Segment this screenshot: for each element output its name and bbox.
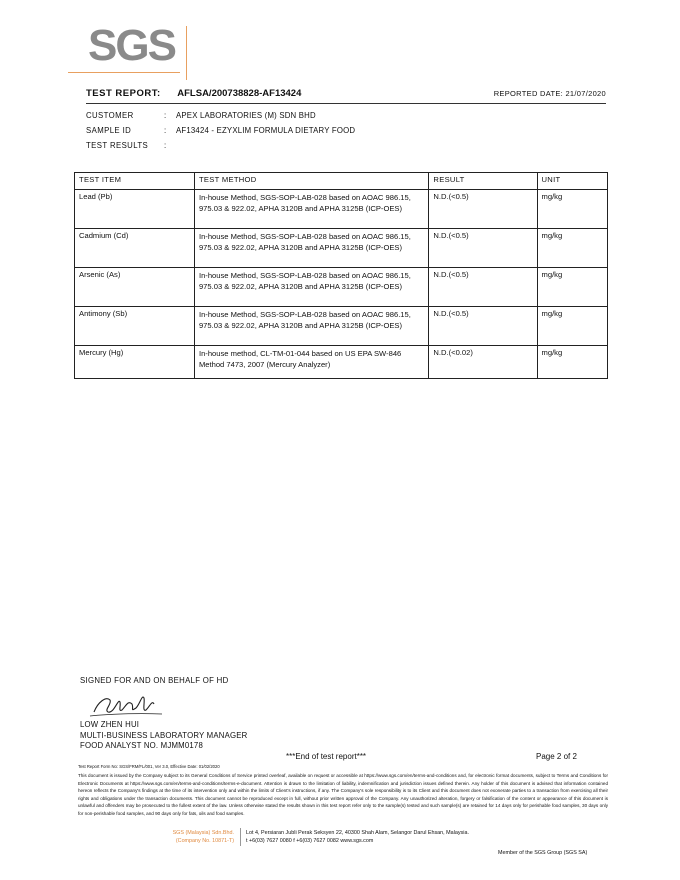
colon: :	[164, 141, 167, 150]
page-number: Page 2 of 2	[536, 752, 577, 761]
sample-label: SAMPLE ID	[86, 126, 132, 135]
test-item: Lead (Pb)	[75, 190, 195, 229]
address-line: Lot 4, Persiaran Jubli Perak Seksyen 22, 40300 Shah Alam, Selangor Darul Ehsan, Malaysia.	[246, 830, 469, 836]
member-note: Member of the SGS Group (SGS SA)	[498, 850, 588, 856]
table-header-row	[75, 173, 608, 190]
sgs-logo	[88, 21, 188, 82]
colon: :	[164, 126, 167, 135]
result: N.D.(<0.5)	[429, 190, 537, 229]
signer-title: MULTI-BUSINESS LABORATORY MANAGER	[80, 730, 248, 740]
company-name: SGS (Malaysia) Sdn.Bhd.	[172, 830, 234, 836]
test-method: In-house Method, SGS-SOP-LAB-028 based on AOAC 986.15, 975.03 & 922.02, APHA 3120B and APHA 3125B (ICP-OES)	[194, 307, 428, 346]
company-number: (Company No. 10871-T)	[175, 838, 234, 844]
sample-value: AF13424 - EZYXLIM FORMULA DIETARY FOOD	[176, 126, 356, 135]
signed-for-label: SIGNED FOR AND ON BEHALF OF HD	[80, 676, 229, 685]
results-label: TEST RESULTS	[86, 141, 149, 150]
colon: :	[164, 111, 167, 120]
test-item: Mercury (Hg)	[75, 346, 195, 379]
analyst-number: FOOD ANALYST NO. MJMM0178	[80, 741, 203, 750]
footer-separator	[240, 828, 241, 846]
results-row	[86, 141, 176, 150]
signature-image	[88, 686, 168, 722]
signer-name: LOW ZHEN HUI	[80, 720, 140, 729]
test-item: Arsenic (As)	[75, 268, 195, 307]
report-header	[86, 88, 606, 99]
address-block	[246, 829, 469, 845]
sample-row	[86, 126, 355, 135]
unit: mg/kg	[537, 190, 607, 229]
unit: mg/kg	[537, 307, 607, 346]
table-row	[75, 346, 608, 379]
test-method: In-house Method, SGS-SOP-LAB-028 based on AOAC 986.15, 975.03 & 922.02, APHA 3120B and APHA 3125B (ICP-OES)	[194, 268, 428, 307]
logo-line-vertical	[186, 26, 187, 80]
result: N.D.(<0.5)	[429, 268, 537, 307]
test-method: In-house method, CL-TM-01-044 based on US EPA SW-846 Method 7473, 2007 (Mercury Analyzer)	[194, 346, 428, 379]
logo-text: SGS	[88, 21, 175, 70]
result: N.D.(<0.5)	[429, 229, 537, 268]
header-result: RESULT	[429, 173, 537, 190]
result: N.D.(<0.02)	[429, 346, 537, 379]
test-method: In-house Method, SGS-SOP-LAB-028 based on AOAC 986.15, 975.03 & 922.02, APHA 3120B and APHA 3125B (ICP-OES)	[194, 229, 428, 268]
signer-block	[80, 720, 247, 752]
header-unit: UNIT	[537, 173, 607, 190]
header-test-method: TEST METHOD	[194, 173, 428, 190]
table-row	[75, 307, 608, 346]
test-method: In-house Method, SGS-SOP-LAB-028 based on AOAC 986.15, 975.03 & 922.02, APHA 3120B and APHA 3125B (ICP-OES)	[194, 190, 428, 229]
report-number: AFLSA/200738828-AF13424	[177, 88, 302, 99]
table-row	[75, 268, 608, 307]
customer-label: CUSTOMER	[86, 111, 134, 120]
header-test-item: TEST ITEM	[75, 173, 195, 190]
disclaimer-text: This document is issued by the Company subject to its General Conditions of Service printed overleaf, available on request or accessible at https://www.sgs.com/en/terms-and-conditions and, for electronic format documents, subject to Terms and Conditions for Electronic Documents at https://www.sgs.com/en/terms-and-conditions/terms-e-document. Attention is drawn to the limitation of liability, indemnification and jurisdiction issues defined therein. Any holder of this document is advised that information contained hereon reflects the Company's findings at the time of its intervention only and within the limits of Client's instructions, if any. The Company's sole responsibility is to its Client and this document does not exonerate parties to a transaction from exercising all their rights and obligations under the transaction documents. This document cannot be reproduced except in full, without prior written approval of the Company. Any unauthorized alteration, forgery or falsification of the content or appearance of this document is unlawful and offenders may be prosecuted to the fullest extent of the law. Unless otherwise stated the results shown in this test report refer only to the sample(s) tested and such sample(s) are retained for 14 days only for perishable food samples, 30 days only for non-perishable food samples, and 90 days only for fats, oils and food samples.	[78, 773, 608, 816]
test-item: Antimony (Sb)	[75, 307, 195, 346]
results-table	[74, 172, 608, 379]
table-row	[75, 229, 608, 268]
contact-line: t +6(03) 7627 0080 f +6(03) 7627 0082 www.sgs.com	[246, 838, 374, 844]
header-rule	[86, 103, 606, 104]
unit: mg/kg	[537, 268, 607, 307]
end-of-report: ***End of test report***	[286, 752, 367, 761]
company-block	[150, 829, 234, 845]
unit: mg/kg	[537, 346, 607, 379]
result: N.D.(<0.5)	[429, 307, 537, 346]
customer-row	[86, 111, 316, 120]
table-row	[75, 190, 608, 229]
report-label: TEST REPORT:	[86, 88, 161, 99]
unit: mg/kg	[537, 229, 607, 268]
reported-date: REPORTED DATE: 21/07/2020	[493, 89, 606, 98]
test-item: Cadmium (Cd)	[75, 229, 195, 268]
logo-line-horizontal	[68, 72, 180, 73]
customer-value: APEX LABORATORIES (M) SDN BHD	[176, 111, 316, 120]
form-number: Test Report Form No: SGS/FRM/FL/001, Ver 3.0, Effective Date: 01/02/2020	[78, 764, 220, 769]
